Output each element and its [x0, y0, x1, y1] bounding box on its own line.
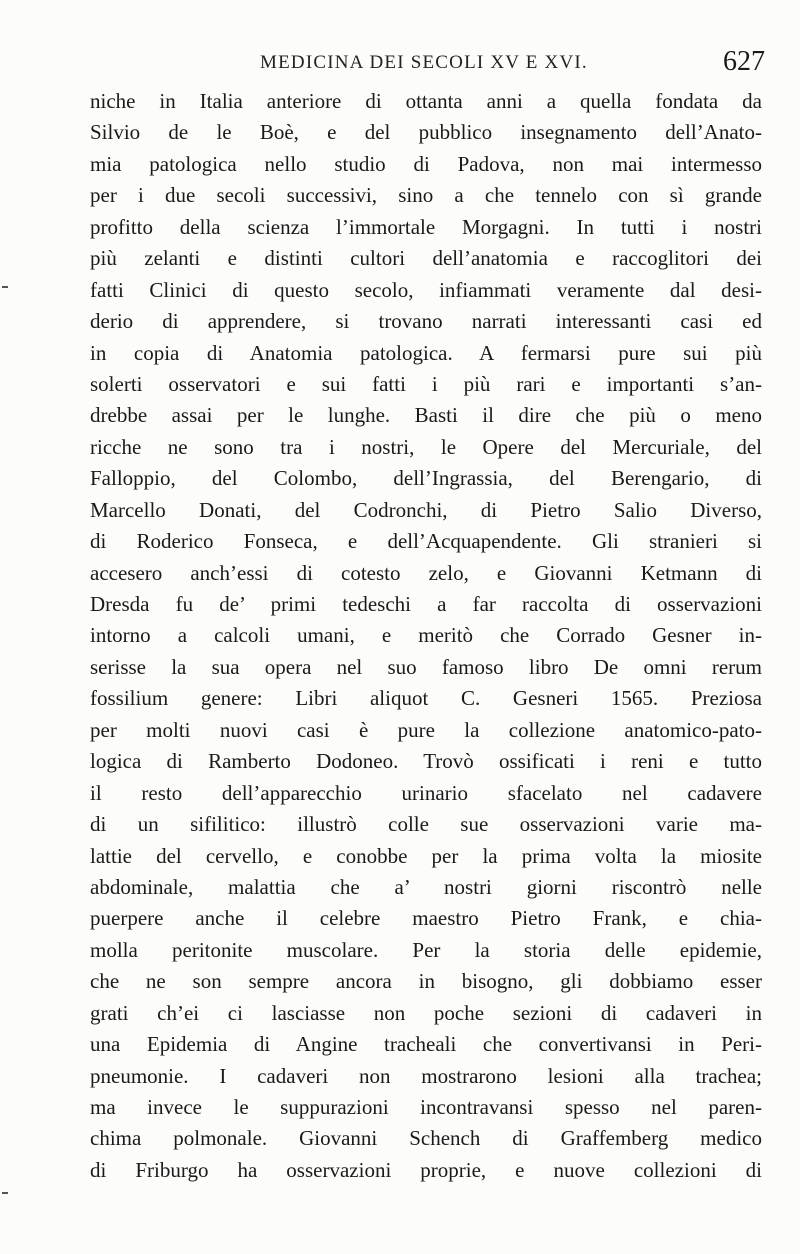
text-line: Falloppio, del Colombo, dell’Ingrassia, del Berengario, di [90, 466, 762, 491]
text-line: niche in Italia anteriore di ottanta anni a quella fondata da [90, 89, 762, 113]
text-line: mia patologica nello studio di Padova, non mai intermesso [90, 151, 762, 176]
text-line: per i due secoli successivi, sino a che tennelo con sì grande [90, 183, 762, 208]
text-line: accesero anch’essi di cotesto zelo, e Giovanni Ketmann di [90, 560, 762, 585]
text-line: fossilium genere: Libri aliquot C. Gesneri 1565. Preziosa [90, 686, 762, 711]
text-line: logica di Ramberto Dodoneo. Trovò ossificati i reni e tutto [90, 749, 762, 774]
text-line: per molti nuovi casi è pure la collezione anatomico-pato- [90, 717, 762, 742]
text-line: che ne son sempre ancora in bisogno, gli dobbiamo esser [90, 969, 762, 994]
text-line: Marcello Donati, del Codronchi, di Pietro Salio Diverso, [90, 497, 762, 522]
margin-mark [2, 286, 8, 288]
page-number: 627 [723, 46, 765, 77]
text-line: ma invece le suppurazioni incontravansi spesso nel paren- [90, 1095, 762, 1119]
margin-mark [2, 1192, 8, 1194]
text-line: chima polmonale. Giovanni Schench di Graffemberg medico [90, 1126, 762, 1151]
text-line: puerpere anche il celebre maestro Pietro Frank, e chia- [90, 906, 762, 931]
text-line: il resto dell’apparecchio urinario sfacelato nel cadavere [90, 780, 762, 805]
text-line: grati ch’ei ci lasciasse non poche sezioni di cadaveri in [90, 1000, 762, 1025]
text-line: lattie del cervello, e conobbe per la prima volta la miosite [90, 843, 762, 868]
text-line: derio di apprendere, si trovano narrati interessanti casi ed [90, 309, 762, 334]
text-line: solerti osservatori e sui fatti i più rari e importanti s’an- [90, 371, 762, 396]
text-line: pneumonie. I cadaveri non mostrarono lesioni alla trachea; [90, 1063, 762, 1088]
body-text [90, 86, 762, 1186]
text-line: di un sifilitico: illustrò colle sue osservazioni varie ma- [90, 812, 762, 837]
running-title: MEDICINA DEI SECOLI XV E XVI. [260, 52, 588, 73]
text-line: Silvio de le Boè, e del pubblico insegnamento dell’Anato- [90, 120, 762, 145]
text-line: intorno a calcoli umani, e meritò che Corrado Gesner in- [90, 623, 762, 648]
text-line: abdominale, malattia che a’ nostri giorni riscontrò nelle [90, 874, 762, 899]
text-line: molla peritonite muscolare. Per la storia delle epidemie, [90, 937, 762, 962]
text-line: una Epidemia di Angine tracheali che convertivansi in Peri- [90, 1032, 762, 1057]
text-line: fatti Clinici di questo secolo, infiammati veramente dal desi- [90, 277, 762, 302]
text-line: ricche ne sono tra i nostri, le Opere del Mercuriale, del [90, 434, 762, 459]
text-line: profitto della scienza l’immortale Morgagni. In tutti i nostri [90, 214, 762, 239]
text-line: più zelanti e distinti cultori dell’anatomia e raccoglitori dei [90, 246, 762, 271]
text-line: drebbe assai per le lunghe. Basti il dire che più o meno [90, 403, 762, 428]
text-line: Dresda fu de’ primi tedeschi a far raccolta di osservazioni [90, 592, 762, 616]
text-line: di Friburgo ha osservazioni proprie, e nuove collezioni di [90, 1157, 762, 1182]
text-line: in copia di Anatomia patologica. A fermarsi pure sui più [90, 340, 762, 365]
running-head [90, 46, 765, 80]
text-line: di Roderico Fonseca, e dell’Acquapendente. Gli stranieri si [90, 529, 762, 554]
text-line: serisse la sua opera nel suo famoso libro De omni rerum [90, 654, 762, 679]
